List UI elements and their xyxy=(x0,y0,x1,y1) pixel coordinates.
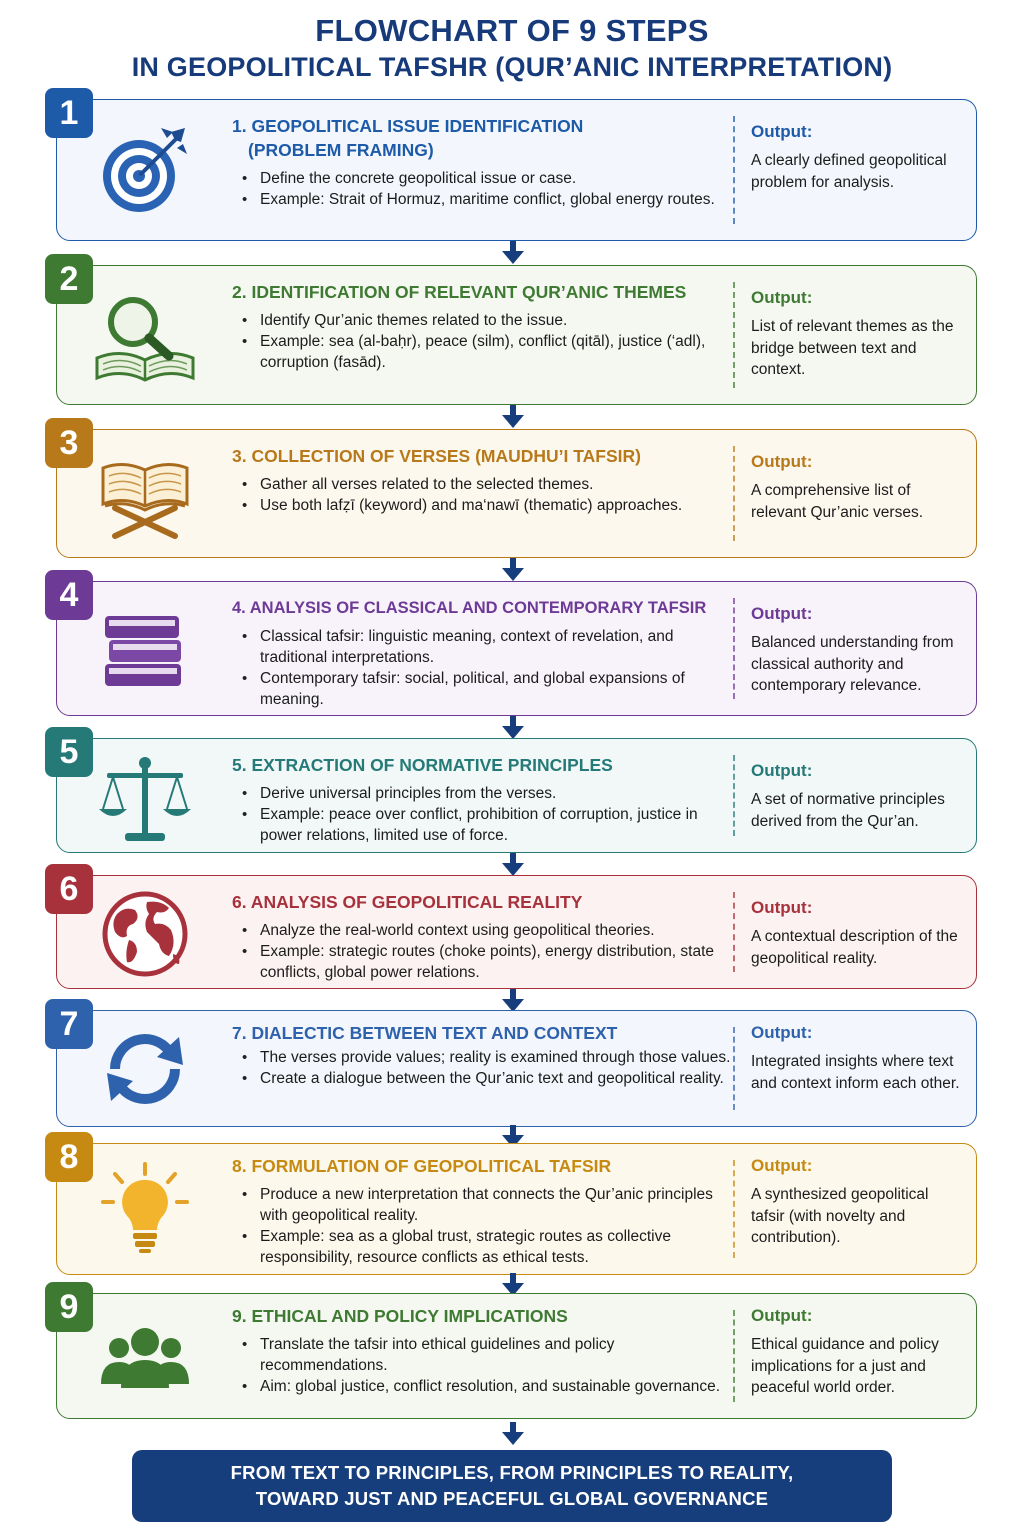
step-7-box xyxy=(56,1005,977,1127)
output-section xyxy=(751,602,966,697)
step-6-box xyxy=(56,870,977,989)
step-1-box xyxy=(56,94,977,241)
bullet-item: • Analyze the real-world context using geopolitical theories. xyxy=(232,920,732,941)
output-text: Ethical guidance and policy implications for a just and peaceful world order. xyxy=(751,1336,939,1396)
step-title-line-1: 7. DIALECTIC BETWEEN TEXT AND CONTEXT xyxy=(232,1023,618,1043)
bullet-item: • Produce a new interpretation that connects the Qur’anic principles with geopolitical reality. xyxy=(232,1184,732,1226)
bullet-item: • Example: Strait of Hormuz, maritime conflict, global energy routes. xyxy=(232,189,732,210)
bullet-item: • Contemporary tafsir: social, political, and global expansions of meaning. xyxy=(232,668,732,710)
bullet-item: • Example: sea as a global trust, strategic routes as collective responsibility, resource conflicts as ethical tests. xyxy=(232,1226,732,1268)
step-title xyxy=(232,444,732,468)
step-title xyxy=(232,1154,732,1178)
step-title xyxy=(232,1021,732,1045)
bullet-item: • Define the concrete geopolitical issue or case. xyxy=(232,168,732,189)
scales-icon xyxy=(95,749,195,849)
footer-line-2: TOWARD JUST AND PEACEFUL GLOBAL GOVERNANCE xyxy=(255,1488,769,1509)
bullet-item: • Use both lafẓī (keyword) and ma‘nawī (thematic) approaches. xyxy=(232,495,732,516)
output-section xyxy=(751,896,966,969)
step-5-box xyxy=(56,733,977,853)
step-2-box xyxy=(56,260,977,405)
title-line-1: FLOWCHART OF 9 STEPS xyxy=(315,13,709,48)
output-label: Output: xyxy=(751,604,813,623)
step-title-line-1: 3. COLLECTION OF VERSES (MAUDHU’I TAFSIR) xyxy=(232,446,641,466)
output-label: Output: xyxy=(751,1023,813,1042)
step-title xyxy=(232,1304,732,1328)
output-divider xyxy=(733,598,735,699)
step-title-line-1: 8. FORMULATION OF GEOPOLITICAL TAFSIR xyxy=(232,1156,612,1176)
step-title-line-1: 1. GEOPOLITICAL ISSUE IDENTIFICATION xyxy=(232,116,584,136)
step-title xyxy=(232,114,732,162)
step-title-line-1: 4. ANALYSIS OF CLASSICAL AND CONTEMPORARY TAFSIR xyxy=(232,599,707,617)
globe-icon xyxy=(95,884,195,984)
output-label: Output: xyxy=(751,1156,813,1175)
books-stack-icon xyxy=(95,600,195,700)
step-8-box xyxy=(56,1138,977,1275)
bullet-item: • Gather all verses related to the selected themes. xyxy=(232,474,732,495)
step-title-line-1: 9. ETHICAL AND POLICY IMPLICATIONS xyxy=(232,1306,568,1326)
output-divider xyxy=(733,282,735,388)
output-divider xyxy=(733,1027,735,1110)
step-number-badge: 4 xyxy=(45,570,93,620)
step-number-badge: 9 xyxy=(45,1282,93,1332)
step-number-badge: 5 xyxy=(45,727,93,777)
output-text: A comprehensive list of relevant Qur’anic verses. xyxy=(751,482,924,521)
output-divider xyxy=(733,1310,735,1402)
step-title xyxy=(232,280,732,304)
output-divider xyxy=(733,116,735,224)
step-number-badge: 3 xyxy=(45,418,93,468)
step-number-badge: 7 xyxy=(45,999,93,1049)
down-arrow-icon xyxy=(500,404,526,430)
step-number-badge: 1 xyxy=(45,88,93,138)
output-section xyxy=(751,1154,966,1249)
people-group-icon xyxy=(95,1308,195,1408)
lightbulb-icon xyxy=(95,1160,195,1260)
magnifier-book-icon xyxy=(95,288,195,388)
down-arrow-icon xyxy=(500,1421,526,1447)
title-line-2: IN GEOPOLITICAL TAFSHR (QUR’ANIC INTERPRETATION) xyxy=(131,52,893,82)
output-section xyxy=(751,1304,966,1399)
bullet-item: • Derive universal principles from the verses. xyxy=(232,783,732,804)
bullet-item: • Create a dialogue between the Qur’anic text and geopolitical reality. xyxy=(232,1068,732,1089)
output-text: A contextual description of the geopolitical reality. xyxy=(751,928,958,967)
output-label: Output: xyxy=(751,761,813,780)
output-text: A synthesized geopolitical tafsir (with novelty and contribution). xyxy=(751,1186,929,1246)
output-divider xyxy=(733,1160,735,1258)
output-label: Output: xyxy=(751,1306,813,1325)
output-divider xyxy=(733,446,735,541)
page-title xyxy=(0,12,1024,84)
output-section xyxy=(751,1021,966,1094)
bullet-item: • Example: peace over conflict, prohibition of corruption, justice in power relations, limited use of force. xyxy=(232,804,732,846)
output-text: A set of normative principles derived from the Qur’an. xyxy=(751,791,945,830)
down-arrow-icon xyxy=(500,240,526,266)
output-label: Output: xyxy=(751,288,813,307)
bullet-item: • Identify Qur’anic themes related to the issue. xyxy=(232,310,732,331)
output-label: Output: xyxy=(751,898,813,917)
bullet-item: • Example: sea (al-baḥr), peace (silm), conflict (qitāl), justice (‘adl), corruption (fasād). xyxy=(232,331,732,373)
step-title-line-1: 5. EXTRACTION OF NORMATIVE PRINCIPLES xyxy=(232,755,613,775)
refresh-arrows-icon xyxy=(95,1019,195,1119)
output-divider xyxy=(733,892,735,972)
bullet-item: • Classical tafsir: linguistic meaning, context of revelation, and traditional interpretations. xyxy=(232,626,732,668)
output-section xyxy=(751,450,966,523)
bullet-item: • The verses provide values; reality is examined through those values. xyxy=(232,1047,732,1068)
step-4-box xyxy=(56,576,977,716)
step-title xyxy=(232,753,732,777)
down-arrow-icon xyxy=(500,557,526,583)
step-title xyxy=(232,596,732,620)
output-divider xyxy=(733,755,735,836)
footer-banner xyxy=(132,1450,892,1522)
step-title-line-2: (PROBLEM FRAMING) xyxy=(248,140,434,160)
step-title xyxy=(232,890,732,914)
bullet-item: • Translate the tafsir into ethical guidelines and policy recommendations. xyxy=(232,1334,732,1376)
bullet-item: • Example: strategic routes (choke points), energy distribution, state conflicts, global power relations. xyxy=(232,941,732,983)
output-text: Integrated insights where text and context inform each other. xyxy=(751,1053,960,1092)
step-number-badge: 2 xyxy=(45,254,93,304)
step-9-box xyxy=(56,1288,977,1419)
output-section xyxy=(751,120,966,193)
open-quran-icon xyxy=(95,444,195,544)
output-text: Balanced understanding from classical authority and contemporary relevance. xyxy=(751,634,954,694)
step-3-box xyxy=(56,424,977,558)
step-number-badge: 8 xyxy=(45,1132,93,1182)
step-title-line-1: 2. IDENTIFICATION OF RELEVANT QUR’ANIC THEMES xyxy=(232,282,687,302)
output-text: List of relevant themes as the bridge between text and context. xyxy=(751,318,954,378)
output-section xyxy=(751,759,966,832)
footer-line-1: FROM TEXT TO PRINCIPLES, FROM PRINCIPLES TO REALITY, xyxy=(230,1462,794,1483)
output-section xyxy=(751,286,966,381)
output-text: A clearly defined geopolitical problem for analysis. xyxy=(751,152,947,191)
output-label: Output: xyxy=(751,122,813,141)
step-number-badge: 6 xyxy=(45,864,93,914)
step-title-line-1: 6. ANALYSIS OF GEOPOLITICAL REALITY xyxy=(232,892,583,912)
target-icon xyxy=(95,120,195,220)
output-label: Output: xyxy=(751,452,813,471)
bullet-item: • Aim: global justice, conflict resolution, and sustainable governance. xyxy=(232,1376,732,1397)
